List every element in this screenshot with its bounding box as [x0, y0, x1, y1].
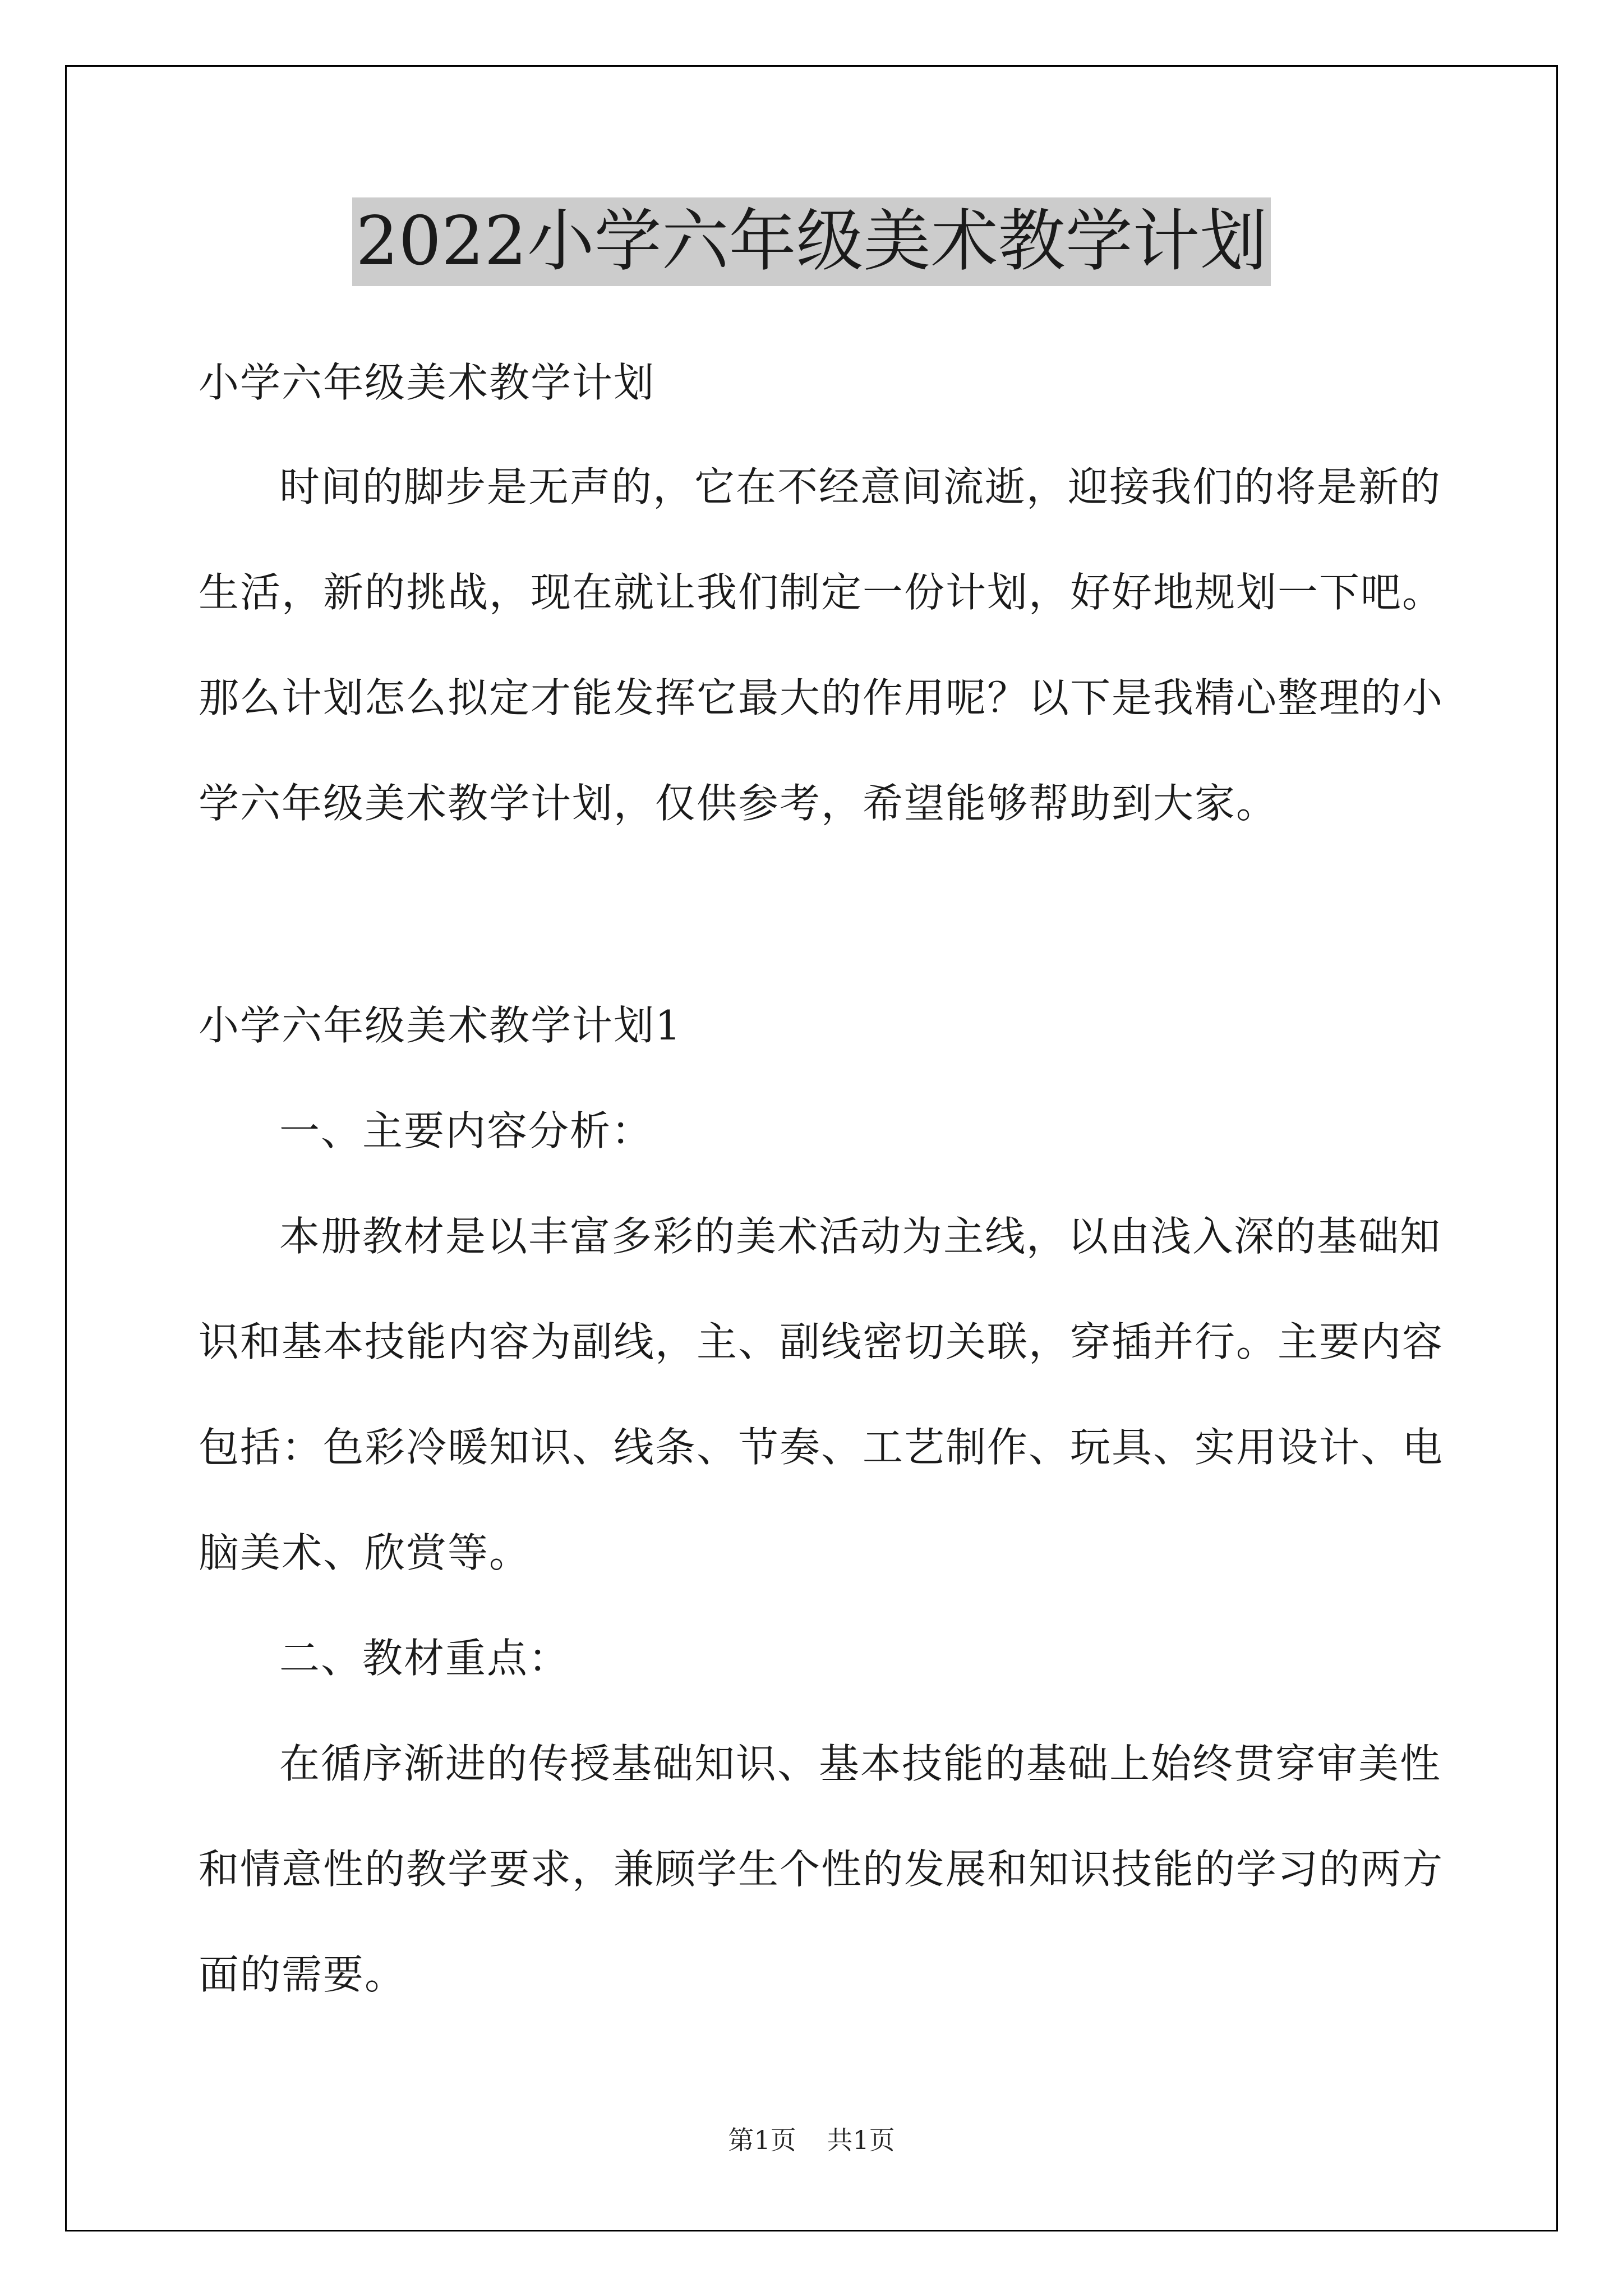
section-title: 小学六年级美术教学计划1 — [199, 1002, 682, 1049]
intro-line: 时间的脚步是无声的，它在不经意间流逝，迎接我们的将是新的 — [279, 463, 1442, 510]
paragraph-line: 包括：色彩冷暖知识、线条、节奏、工艺制作、玩具、实用设计、电 — [199, 1424, 1444, 1471]
paragraph-line: 识和基本技能内容为副线，主、副线密切关联，穿插并行。主要内容 — [199, 1318, 1444, 1365]
heading-key-points: 二、教材重点： — [279, 1635, 570, 1682]
document-subtitle: 小学六年级美术教学计划 — [199, 359, 656, 406]
document-title: 2022小学六年级美术教学计划 — [352, 197, 1270, 286]
paragraph-line: 本册教材是以丰富多彩的美术活动为主线，以由浅入深的基础知 — [279, 1213, 1442, 1260]
page-number-total: 共1页 — [827, 2125, 895, 2155]
page-number-current: 第1页 — [728, 2125, 796, 2155]
title-container — [0, 197, 1623, 286]
heading-main-content: 一、主要内容分析： — [279, 1107, 653, 1154]
paragraph-line: 脑美术、欣赏等。 — [199, 1529, 531, 1576]
paragraph-line: 面的需要。 — [199, 1951, 407, 1998]
paragraph-line: 在循序渐进的传授基础知识、基本技能的基础上始终贯穿审美性 — [279, 1740, 1442, 1787]
intro-line: 那么计划怎么拟定才能发挥它最大的作用呢？以下是我精心整理的小 — [199, 674, 1444, 721]
paragraph-line: 和情意性的教学要求，兼顾学生个性的发展和知识技能的学习的两方 — [199, 1846, 1444, 1893]
page-footer — [0, 2123, 1623, 2157]
intro-line: 生活，新的挑战，现在就让我们制定一份计划，好好地规划一下吧。 — [199, 569, 1444, 616]
intro-line: 学六年级美术教学计划，仅供参考，希望能够帮助到大家。 — [199, 780, 1278, 827]
